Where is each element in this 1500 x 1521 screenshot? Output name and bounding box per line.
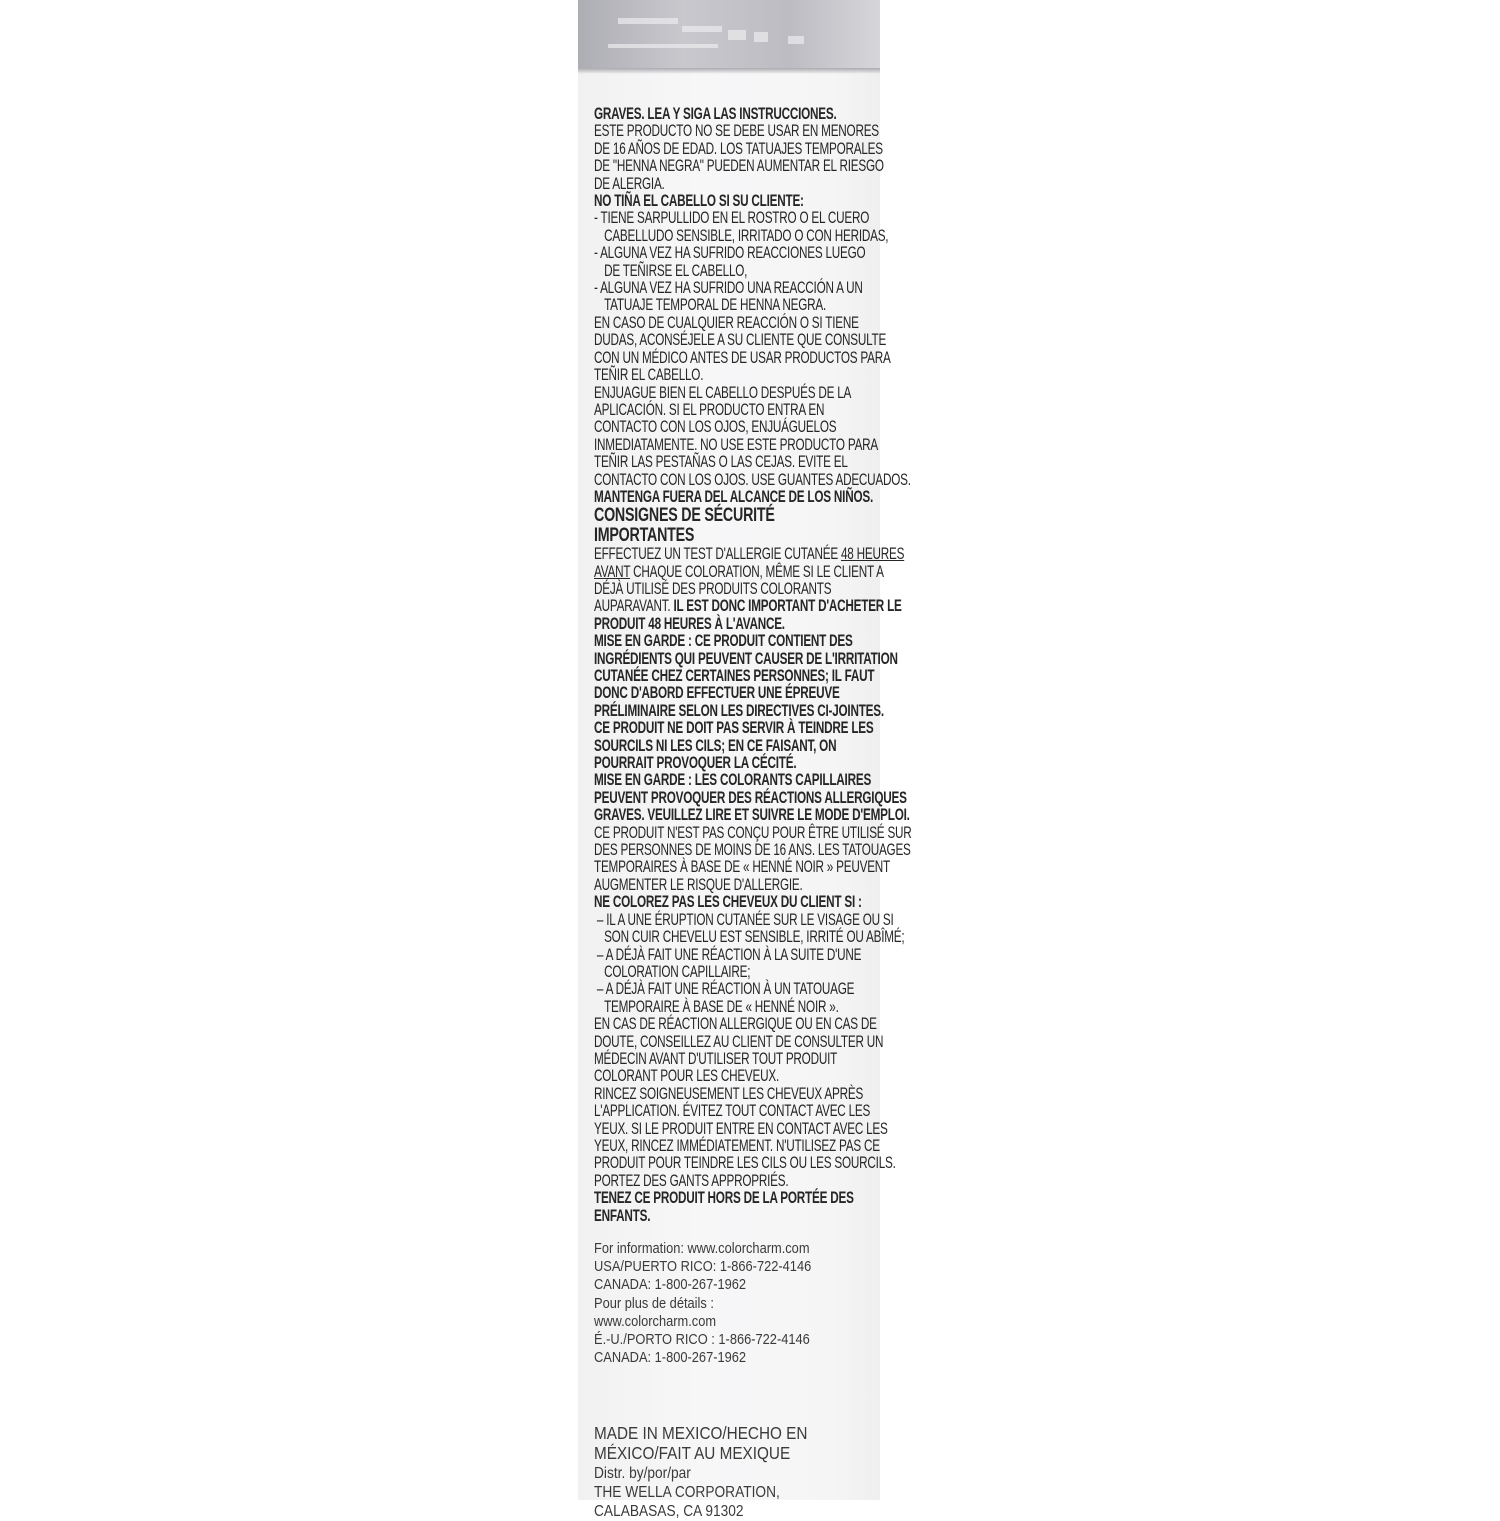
spanish-line	[594, 263, 866, 280]
spanish-line	[594, 245, 866, 262]
spanish-line-text: CON UN MÉDICO ANTES DE USAR PRODUCTOS PARA	[594, 348, 891, 367]
french-line-text: MÉDECIN AVANT D'UTILISER TOUT PRODUIT	[594, 1049, 838, 1068]
made-in-line: MÉXICO/FAIT AU MEXIQUE	[594, 1442, 791, 1463]
french-line	[594, 964, 866, 981]
french-line-text: PORTEZ DES GANTS APPROPRIÉS.	[594, 1171, 789, 1190]
spanish-line	[594, 122, 879, 141]
spanish-line	[594, 367, 866, 384]
flap-print-mark	[682, 26, 722, 32]
spanish-line	[594, 435, 879, 454]
french-line	[594, 738, 866, 755]
flap-shadow	[578, 68, 880, 74]
spanish-line	[594, 419, 866, 436]
french-line-text: RINCEZ SOIGNEUSEMENT LES CHEVEUX APRÈS	[594, 1084, 864, 1103]
flap-print-mark	[618, 18, 678, 24]
spanish-line	[594, 157, 884, 176]
french-line	[594, 1136, 880, 1155]
french-line	[594, 910, 894, 929]
spanish-line-text: CONTACTO CON LOS OJOS. USE GUANTES ADECUADOS.	[594, 470, 911, 489]
french-line	[594, 649, 898, 668]
spanish-line	[594, 176, 866, 193]
spanish-line-text: TEÑIR EL CABELLO.	[594, 366, 704, 385]
spanish-line-text: ESTE PRODUCTO NO SE DEBE USAR EN MENORES	[594, 122, 879, 141]
french-line-text: DOUTE, CONSEILLEZ AU CLIENT DE CONSULTER UN	[594, 1032, 884, 1051]
french-line-text: MISE EN GARDE : CE PRODUIT CONTIENT DES	[594, 632, 853, 651]
french-line-text: CE PRODUIT NE DOIT PAS SERVIR À TEINDRE LES	[594, 719, 874, 738]
french-line-text: MISE EN GARDE : LES COLORANTS CAPILLAIRES	[594, 771, 872, 790]
info-line: www.colorcharm.com	[594, 1313, 717, 1330]
french-line	[594, 947, 866, 964]
french-line-text: CE PRODUIT N'EST PAS CONÇU POUR ÊTRE UTILISÉ SUR	[594, 823, 912, 842]
french-line-text: ENFANTS.	[594, 1206, 651, 1225]
spanish-line-text: INMEDIATAMENTE. NO USE ESTE PRODUCTO PARA	[594, 435, 879, 454]
french-line-text: DÉJÀ UTILISÉ DES PRODUITS COLORANTS	[594, 579, 832, 598]
french-line	[594, 928, 905, 947]
french-line	[594, 562, 884, 581]
flap-print-mark	[728, 30, 746, 40]
french-line	[594, 894, 866, 911]
spanish-line-text: - TIENE SARPULLIDO EN EL ROSTRO O EL CUERO	[594, 209, 870, 228]
french-line	[594, 877, 866, 894]
french-line-text: DONC D'ABORD EFFECTUER UNE ÉPREUVE	[594, 684, 840, 703]
spanish-line-text: DE 16 AÑOS DE EDAD. LOS TATUAJES TEMPORALES	[594, 139, 883, 158]
french-line	[594, 597, 902, 616]
spanish-line-text: MANTENGA FUERA DEL ALCANCE DE LOS NIÑOS.	[594, 487, 874, 506]
french-underlined-text: AVANT	[594, 562, 631, 581]
info-line: Pour plus de détails :	[594, 1295, 714, 1312]
french-line	[594, 1015, 877, 1034]
french-line-text: GRAVES. VEUILLEZ LIRE ET SUIVRE LE MODE D'EMPLOI.	[594, 806, 910, 825]
french-bold-text: IL EST DONC IMPORTANT D'ACHETER LE	[673, 597, 902, 616]
french-line-text: INGRÉDIENTS QUI PEUVENT CAUSER DE L'IRRITATION	[594, 649, 898, 668]
french-line	[594, 545, 905, 564]
spanish-line-text: GRAVES. LEA Y SIGA LAS INSTRUCCIONES.	[594, 105, 837, 123]
french-line	[594, 616, 866, 633]
french-line	[594, 806, 910, 825]
package-top-flap	[578, 0, 880, 68]
french-line	[594, 981, 866, 998]
spanish-line	[594, 348, 891, 367]
package-side-panel	[578, 0, 912, 1520]
french-line-text: EFFECTUEZ UN TEST D'ALLERGIE CUTANÉE	[594, 545, 841, 564]
spanish-line-text: CONTACTO CON LOS OJOS, ENJUÁGUELOS	[594, 418, 837, 437]
french-line-text: YEUX, RINCEZ IMMÉDIATEMENT. N'UTILISEZ PAS CE	[594, 1136, 880, 1155]
french-line-text: – A DÉJÀ FAIT UNE RÉACTION À LA SUITE D'UNE	[596, 945, 862, 964]
french-line-text: – A DÉJÀ FAIT UNE RÉACTION À UN TATOUAGE	[596, 980, 855, 999]
made-in-line: MADE IN MEXICO/HECHO EN	[594, 1423, 808, 1443]
french-line-text: TENEZ CE PRODUIT HORS DE LA PORTÉE DES	[594, 1189, 854, 1208]
french-line-text: SOURCILS NI LES CILS; EN CE FAISANT, ON	[594, 736, 837, 755]
french-line-text: TEMPORAIRE À BASE DE « HENNÉ NOIR ».	[604, 997, 839, 1016]
spanish-line-text: - ALGUNA VEZ HA SUFRIDO UNA REACCIÓN A UN	[594, 279, 863, 298]
info-line: CANADA: 1-800-267-1962	[594, 1277, 747, 1294]
french-line	[594, 1051, 866, 1068]
french-line	[594, 999, 866, 1016]
contact-lines	[594, 1240, 867, 1367]
flap-print-mark	[608, 44, 718, 48]
spanish-line	[594, 226, 889, 245]
distributor-line: THE WELLA CORPORATION,	[594, 1484, 780, 1501]
french-line-text: PRODUIT POUR TEINDRE LES CILS OU LES SOURCILS.	[594, 1154, 896, 1173]
spanish-line-text: ENJUAGUE BIEN EL CABELLO DESPUÉS DE LA	[594, 383, 852, 402]
french-line-text: TEMPORAIRES À BASE DE « HENNÉ NOIR » PEUVENT	[594, 858, 891, 877]
spanish-line-text: DE "HENNA NEGRA" PUEDEN AUMENTAR EL RIESGO	[594, 157, 884, 176]
french-line-text: PEUVENT PROVOQUER DES RÉACTIONS ALLERGIQUES	[594, 788, 907, 807]
french-heading	[594, 506, 866, 545]
contact-info	[594, 1240, 866, 1367]
spanish-line	[594, 280, 866, 297]
french-line	[594, 633, 866, 650]
french-line-text: AUPARAVANT.	[594, 597, 674, 616]
spanish-line-text: APLICACIÓN. SI EL PRODUCTO ENTRA EN	[594, 400, 825, 419]
french-line-text: AUGMENTER LE RISQUE D'ALLERGIE.	[594, 875, 803, 894]
spanish-line	[594, 385, 866, 402]
french-line-text: EN CAS DE RÉACTION ALLERGIQUE OU EN CAS DE	[594, 1015, 877, 1034]
french-line-text: NE COLOREZ PAS LES CHEVEUX DU CLIENT SI :	[594, 893, 862, 912]
spanish-line-text: CABELLUDO SENSIBLE, IRRITADO O CON HERIDAS,	[604, 226, 889, 245]
french-line	[594, 771, 872, 790]
spanish-line	[594, 402, 866, 419]
spanish-line	[594, 454, 866, 471]
flap-print-mark	[788, 36, 804, 44]
french-line-text: COLORANT POUR LES CHEVEUX.	[594, 1067, 780, 1086]
french-line	[594, 719, 874, 738]
french-line	[594, 1068, 866, 1085]
spanish-line-text: DUDAS, ACONSÉJELE A SU CLIENTE QUE CONSULTE	[594, 331, 887, 350]
spanish-line	[594, 297, 866, 314]
french-line	[594, 701, 884, 720]
spanish-line	[594, 106, 866, 123]
french-line-text: YEUX. SI LE PRODUIT ENTRE EN CONTACT AVEC LES	[594, 1119, 888, 1138]
spanish-line	[594, 315, 866, 332]
info-line: USA/PUERTO RICO: 1-866-722-4146	[594, 1259, 812, 1276]
french-warnings	[594, 545, 912, 1225]
french-underlined-text: 48 HEURES	[840, 545, 905, 564]
french-line	[594, 581, 866, 598]
french-line-text: SON CUIR CHEVELU EST SENSIBLE, IRRITÉ OU ABÎMÉ;	[604, 928, 905, 947]
french-line	[594, 788, 907, 807]
distributor	[594, 1464, 904, 1521]
french-line-text: PRODUIT 48 HEURES À L'AVANCE.	[594, 614, 785, 633]
spanish-line	[594, 209, 870, 228]
french-line	[594, 1086, 866, 1103]
french-line-text: PRÉLIMINAIRE SELON LES DIRECTIVES CI-JOINTES.	[594, 701, 884, 720]
made-in	[594, 1424, 914, 1463]
french-line	[594, 1208, 866, 1225]
french-line	[594, 858, 891, 877]
spanish-line-text: EN CASO DE CUALQUIER REACCIÓN O SI TIENE	[594, 313, 859, 332]
spanish-line-text: TEÑIR LAS PESTAÑAS O LAS CEJAS. EVITE EL	[594, 453, 848, 472]
french-line	[594, 685, 866, 702]
spanish-line-text: TATUAJE TEMPORAL DE HENNA NEGRA.	[604, 296, 827, 315]
distributor-lines	[594, 1464, 867, 1521]
french-line	[594, 1190, 866, 1207]
french-line	[594, 755, 866, 772]
info-line: CANADA: 1-800-267-1962	[594, 1350, 747, 1367]
french-line	[594, 667, 875, 685]
french-line-text: POURRAIT PROVOQUER LA CÉCITÉ.	[594, 754, 797, 773]
spanish-warnings	[594, 105, 911, 506]
french-line-text: L'APPLICATION. ÉVITEZ TOUT CONTACT AVEC LES	[594, 1102, 871, 1121]
distributor-line: CALABASAS, CA 91302	[594, 1503, 744, 1520]
french-line	[594, 1173, 866, 1190]
spanish-line-text: DE TEÑIRSE EL CABELLO,	[604, 261, 748, 280]
spanish-line	[594, 470, 911, 489]
french-line-text: DES PERSONNES DE MOINS DE 16 ANS. LES TATOUAGES	[594, 841, 911, 860]
french-line-text: COLORATION CAPILLAIRE;	[604, 962, 751, 981]
spanish-line	[594, 139, 883, 158]
made-in-lines	[594, 1424, 876, 1463]
french-line	[594, 823, 912, 842]
info-line: É.-U./PORTO RICO : 1-866-722-4146	[594, 1332, 810, 1349]
french-heading-line-2: IMPORTANTES	[594, 523, 695, 546]
french-line-text: CUTANÉE CHEZ CERTAINES PERSONNES; IL FAUT	[594, 667, 875, 685]
warning-copy	[594, 105, 912, 1225]
french-line	[594, 1119, 888, 1138]
french-line	[594, 1032, 884, 1051]
french-line	[594, 1154, 896, 1173]
flap-print-mark	[754, 32, 768, 42]
french-line	[594, 1102, 871, 1121]
french-line	[594, 841, 911, 860]
spanish-line	[594, 193, 866, 210]
spanish-line-text: DE ALERGIA.	[594, 174, 665, 193]
spanish-line	[594, 331, 887, 350]
french-heading-line-1: CONSIGNES DE SÉCURITÉ	[594, 504, 775, 527]
spanish-line-text: - ALGUNA VEZ HA SUFRIDO REACCIONES LUEGO	[594, 244, 866, 263]
info-line: For information: www.colorcharm.com	[594, 1241, 810, 1257]
spanish-line-text: NO TIÑA EL CABELLO SI SU CLIENTE:	[594, 192, 804, 211]
distributor-line: Distr. by/por/par	[594, 1465, 691, 1482]
french-line-text: CHAQUE COLORATION, MÊME SI LE CLIENT A	[630, 562, 884, 581]
french-line-text: – IL A UNE ÉRUPTION CUTANÉE SUR LE VISAGE OU SI	[596, 910, 894, 929]
